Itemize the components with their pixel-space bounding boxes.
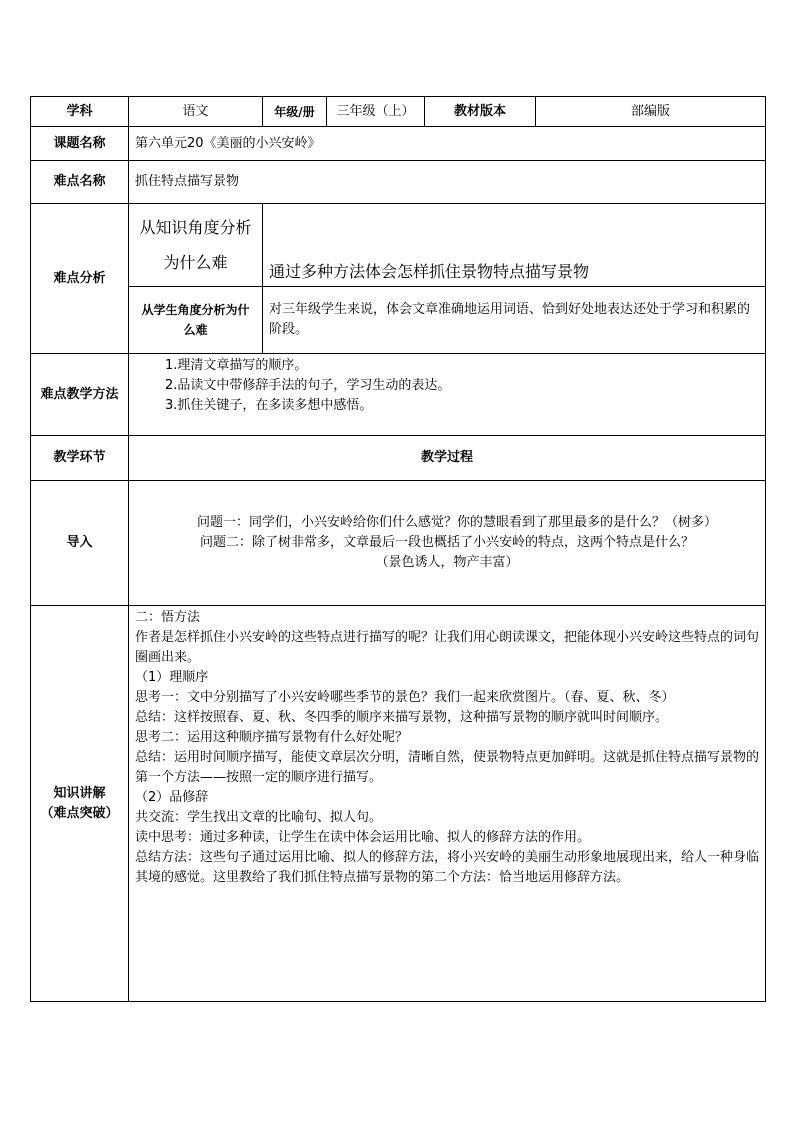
intro-row: [31, 481, 766, 606]
edition-label: 教材版本: [425, 97, 536, 127]
lesson-row: [31, 127, 766, 161]
student-angle-text: 对三年级学生来说，体会文章准确地运用词语、恰到好处地表达还处于学习和积累的阶段。: [263, 287, 766, 354]
difficulty-label: 难点名称: [31, 161, 129, 204]
knowledge-line: 作者是怎样抓住小兴安岭的这些特点进行描写的呢？让我们用心朗读课文，把能体现小兴安岭这些特点的词句圈画出来。: [135, 630, 760, 665]
knowledge-line: 思考一：文中分别描写了小兴安岭哪些季节的景色？我们一起来欣赏图片。（春、夏、秋、冬）: [135, 690, 675, 705]
knowledge-line: 总结：运用时间顺序描写，能使文章层次分明，清晰自然，使景物特点更加鲜明。这就是抓住特点描写景物的第一个方法——按照一定的顺序进行描写。: [135, 750, 760, 785]
knowledge-content: [129, 606, 766, 1002]
analysis-student-row: [31, 287, 766, 354]
grade-value: 三年级（上）: [327, 97, 425, 127]
lesson-label: 课题名称: [31, 127, 129, 161]
knowledge-line: 思考二：运用这种顺序描写景物有什么好处呢？: [135, 730, 409, 745]
knowledge-line: 总结：这样按照春、夏、秋、冬四季的顺序来描写景物，这种描写景物的顺序就叫时间顺序。: [135, 710, 669, 725]
header-row: [31, 97, 766, 127]
edition-value: 部编版: [536, 97, 766, 127]
knowledge-line: 读中思考：通过多种读，让学生在读中体会运用比喻、拟人的修辞方法的作用。: [135, 830, 591, 845]
knowledge-label-cell: [31, 606, 129, 1002]
knowledge-line: 总结方法：这些句子通过运用比喻、拟人的修辞方法，将小兴安岭的美丽生动形象地展现出来，给人一种身临其境的感觉。这里教给了我们抓住特点描写景物的第二个方法：恰当地运用修辞方法。: [135, 850, 760, 885]
lesson-plan-table: [30, 96, 766, 1002]
method-item: 3.抓住关键子，在多读多想中感悟。: [165, 398, 373, 413]
difficulty-value: 抓住特点描写景物: [129, 161, 766, 204]
knowledge-line: 二：悟方法: [135, 610, 201, 625]
difficulty-row: [31, 161, 766, 204]
student-angle-label: 从学生角度分析为什么难: [141, 303, 250, 337]
knowledge-angle-text-cell: [263, 204, 766, 287]
knowledge-line: （1）理顺序: [135, 670, 209, 685]
analysis-knowledge-row: [31, 204, 766, 287]
intro-label: 导入: [31, 481, 129, 606]
stage-label: 教学环节: [31, 436, 129, 481]
method-row: [31, 354, 766, 436]
knowledge-sublabel: （难点突破）: [40, 805, 119, 821]
grade-label: 年级/册: [263, 97, 327, 127]
intro-content: [129, 481, 766, 606]
knowledge-line: （2）品修辞: [135, 790, 209, 805]
knowledge-angle-label: 从知识角度分析为什么难: [139, 218, 252, 272]
process-label: 教学过程: [129, 436, 766, 481]
knowledge-row: [31, 606, 766, 1002]
knowledge-label: 知识讲解: [53, 785, 106, 801]
method-item: 2.品读文中带修辞手法的句子，学习生动的表达。: [165, 378, 451, 393]
intro-question-1: 问题一：同学们，小兴安岭给你们什么感觉？你的慧眼看到了那里最多的是什么？（树多）: [196, 515, 717, 530]
subject-label: 学科: [31, 97, 129, 127]
knowledge-line: 共交流：学生找出文章的比喻句、拟人句。: [135, 810, 383, 825]
method-label: 难点教学方法: [31, 354, 129, 436]
subject-value: 语文: [129, 97, 263, 127]
student-angle-cell: [129, 287, 263, 354]
knowledge-angle-text: 通过多种方法体会怎样抓住景物特点描写景物: [269, 262, 590, 281]
analysis-label: 难点分析: [31, 204, 129, 354]
knowledge-angle-cell: [129, 204, 263, 287]
method-list: [129, 354, 766, 436]
process-header-row: [31, 436, 766, 481]
lesson-value: 第六单元20《美丽的小兴安岭》: [129, 127, 766, 161]
intro-question-2-answer: （景色诱人，物产丰富）: [375, 555, 519, 570]
intro-question-2: 问题二：除了树非常多，文章最后一段也概括了小兴安岭的特点，这两个特点是什么？: [199, 535, 694, 550]
method-item: 1.理清文章描写的顺序。: [165, 358, 308, 373]
